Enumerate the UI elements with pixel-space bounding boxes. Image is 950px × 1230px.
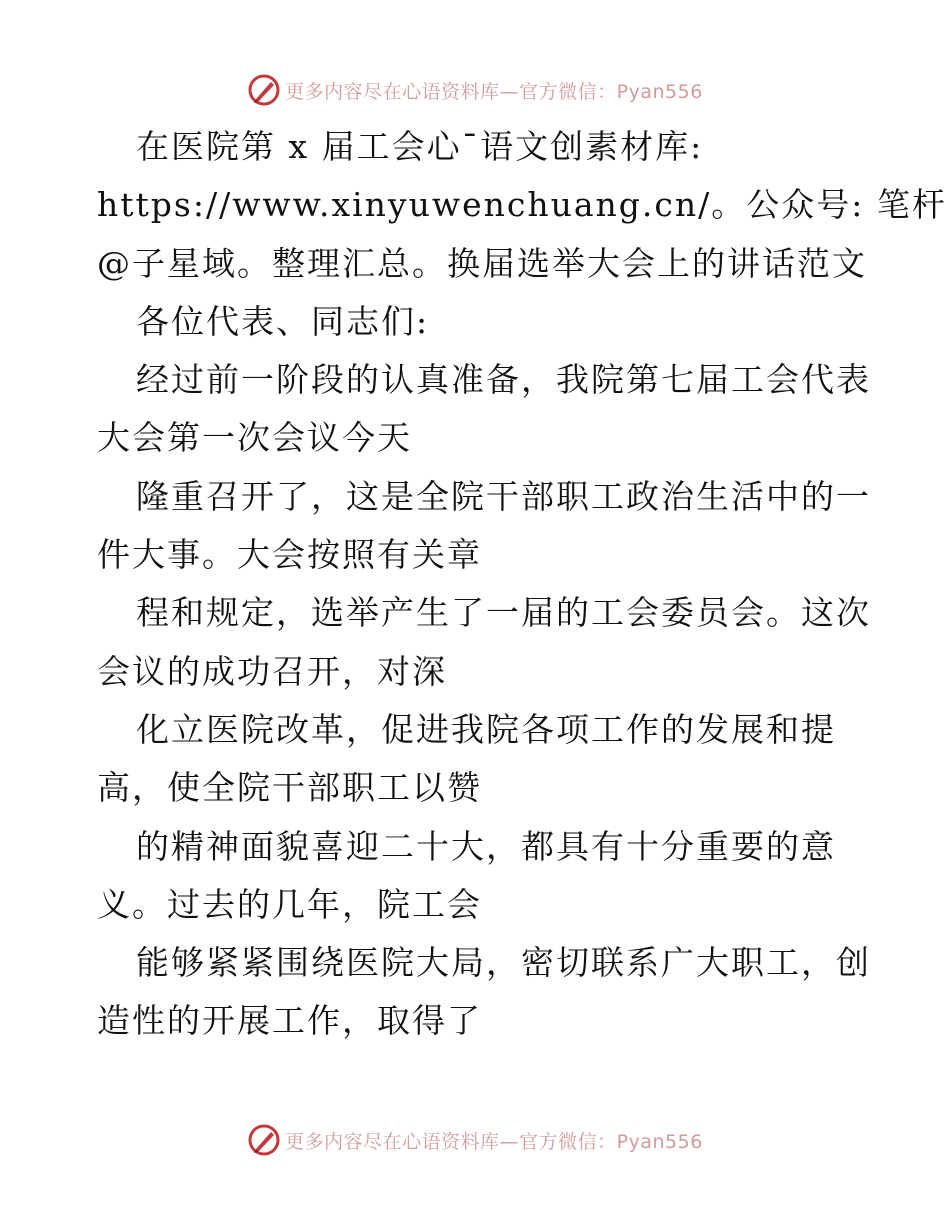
text-line: 隆重召开了，这是全院干部职工政治生活中的一 xyxy=(136,476,871,516)
watermark-footer xyxy=(0,1120,950,1160)
text-line: 造性的开展工作，取得了 xyxy=(97,1001,482,1041)
text-line: 程和规定，选举产生了一届的工会委员会。这次 xyxy=(136,593,871,633)
text-line: 经过前一阶段的认真准备，我院第七届工会代表 xyxy=(136,360,871,400)
watermark-header xyxy=(0,70,950,110)
document-body xyxy=(97,118,947,1051)
text-line: 各位代表、同志们: xyxy=(136,301,430,341)
quill-logo-icon xyxy=(247,73,281,107)
quill-logo-icon xyxy=(247,1123,281,1157)
text-line: 义。过去的几年，院工会 xyxy=(97,884,482,924)
watermark-text: 更多内容尽在心语资料库—官方微信：Pyan556 xyxy=(285,80,703,103)
text-line: https://www.xinyuwenchuang.cn/。公众号: 笔杆 xyxy=(97,185,947,225)
text-line: 高，使全院干部职工以赞 xyxy=(97,768,482,808)
watermark-text: 更多内容尽在心语资料库—官方微信：Pyan556 xyxy=(285,1130,703,1153)
text-line: @子星域。整理汇总。换届选举大会上的讲话范文 xyxy=(97,243,867,283)
text-line: 在医院第 x 届工会心¯语文创素材库: xyxy=(136,127,704,166)
text-line: 大会第一次会议今天 xyxy=(97,418,412,458)
text-line: 会议的成功召开，对深 xyxy=(97,651,447,691)
text-line: 的精神面貌喜迎二十大，都具有十分重要的意 xyxy=(136,826,836,866)
text-line: 化立医院改革，促进我院各项工作的发展和提 xyxy=(136,709,836,749)
text-line: 能够紧紧围绕医院大局，密切联系广大职工，创 xyxy=(136,943,871,983)
text-line: 件大事。大会按照有关章 xyxy=(97,535,482,575)
